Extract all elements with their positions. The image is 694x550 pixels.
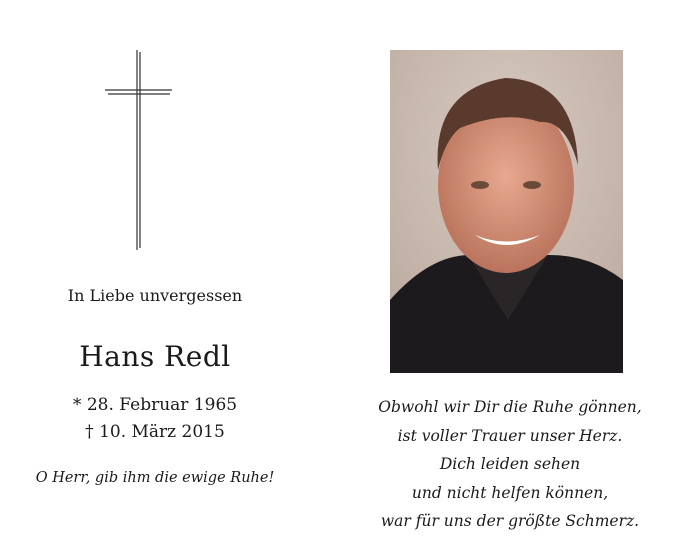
birth-date: * 28. Februar 1965 <box>72 395 238 415</box>
subtitle: In Liebe unvergessen <box>67 286 243 305</box>
poem-line: war für uns der größte Schmerz. <box>380 512 640 530</box>
poem <box>365 393 655 536</box>
death-date: † 10. März 2015 <box>85 422 225 442</box>
portrait-photo <box>390 50 623 373</box>
cross-icon <box>100 48 180 253</box>
poem-line: Obwohl wir Dir die Ruhe gönnen, <box>378 398 642 416</box>
deceased-name: Hans Redl <box>79 340 231 373</box>
prayer: O Herr, gib ihm die ewige Ruhe! <box>35 470 275 486</box>
poem-line: und nicht helfen können, <box>411 483 609 502</box>
poem-line: ist voller Trauer unser Herz. <box>397 426 623 445</box>
poem-line: Dich leiden sehen <box>439 455 581 473</box>
